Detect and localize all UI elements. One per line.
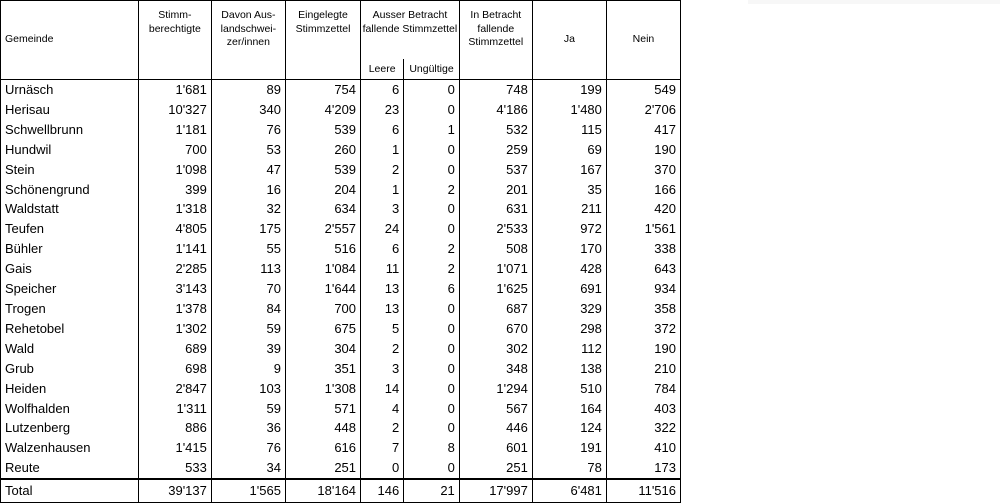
cell-leere: 6: [361, 239, 404, 259]
cell-in-betracht: 748: [459, 80, 532, 100]
cell-auslandschweizer: 70: [211, 279, 285, 299]
cell-stimmberechtigte: 886: [138, 418, 211, 438]
cell-auslandschweizer: 9: [211, 359, 285, 379]
cell-eingelegte: 634: [285, 199, 360, 219]
cell-ungueltige: 0: [404, 160, 460, 180]
cell-stimmberechtigte: 698: [138, 359, 211, 379]
cell-eingelegte: 304: [285, 339, 360, 359]
cell-gemeinde: Bühler: [1, 239, 139, 259]
cell-eingelegte: 700: [285, 299, 360, 319]
cell-nein: 420: [606, 199, 680, 219]
cell-nein: 11'516: [606, 479, 680, 503]
cell-auslandschweizer: 34: [211, 458, 285, 479]
cell-auslandschweizer: 340: [211, 100, 285, 120]
cell-ungueltige: 6: [404, 279, 460, 299]
cell-leere: 146: [361, 479, 404, 503]
cell-nein: 190: [606, 339, 680, 359]
cell-auslandschweizer: 16: [211, 180, 285, 200]
cell-eingelegte: 1'644: [285, 279, 360, 299]
table-row: [1, 438, 681, 458]
cell-nein: 358: [606, 299, 680, 319]
cell-ja: 78: [532, 458, 606, 479]
cell-ungueltige: 0: [404, 140, 460, 160]
cell-leere: 14: [361, 379, 404, 399]
cell-eingelegte: 18'164: [285, 479, 360, 503]
cell-ja: 211: [532, 199, 606, 219]
cell-leere: 2: [361, 160, 404, 180]
cell-nein: 338: [606, 239, 680, 259]
table-row: [1, 199, 681, 219]
cell-stimmberechtigte: 2'847: [138, 379, 211, 399]
cell-gemeinde: Lutzenberg: [1, 418, 139, 438]
table-body: [1, 80, 681, 503]
cell-leere: 3: [361, 359, 404, 379]
table-row: [1, 259, 681, 279]
table-row: [1, 180, 681, 200]
cell-ungueltige: 0: [404, 399, 460, 419]
cell-ja: 6'481: [532, 479, 606, 503]
cell-ja: 115: [532, 120, 606, 140]
cell-ungueltige: 0: [404, 299, 460, 319]
table-row: [1, 279, 681, 299]
cell-in-betracht: 567: [459, 399, 532, 419]
cell-auslandschweizer: 59: [211, 399, 285, 419]
cell-in-betracht: 2'533: [459, 219, 532, 239]
cell-in-betracht: 631: [459, 199, 532, 219]
cell-auslandschweizer: 59: [211, 319, 285, 339]
cell-nein: 370: [606, 160, 680, 180]
cell-nein: 322: [606, 418, 680, 438]
header-nein: Nein: [606, 1, 680, 80]
cell-ungueltige: 0: [404, 359, 460, 379]
cell-in-betracht: 17'997: [459, 479, 532, 503]
cell-nein: 549: [606, 80, 680, 100]
header-auslandschweizer: Davon Aus-landschwei-zer/innen: [211, 1, 285, 80]
cell-nein: 1'561: [606, 219, 680, 239]
table-row: [1, 418, 681, 438]
cell-in-betracht: 532: [459, 120, 532, 140]
table-row: [1, 339, 681, 359]
cell-ja: 35: [532, 180, 606, 200]
cell-gemeinde: Total: [1, 479, 139, 503]
cell-ungueltige: 0: [404, 319, 460, 339]
cell-leere: 7: [361, 438, 404, 458]
header-leere: Leere: [361, 59, 404, 80]
cell-gemeinde: Wolfhalden: [1, 399, 139, 419]
cell-in-betracht: 601: [459, 438, 532, 458]
cell-ungueltige: 2: [404, 259, 460, 279]
cell-auslandschweizer: 1'565: [211, 479, 285, 503]
table-row: [1, 239, 681, 259]
cell-ja: 138: [532, 359, 606, 379]
cell-ja: 329: [532, 299, 606, 319]
table-row: [1, 160, 681, 180]
cell-stimmberechtigte: 2'285: [138, 259, 211, 279]
cell-ja: 298: [532, 319, 606, 339]
cell-eingelegte: 571: [285, 399, 360, 419]
cell-in-betracht: 348: [459, 359, 532, 379]
cell-auslandschweizer: 89: [211, 80, 285, 100]
cell-auslandschweizer: 113: [211, 259, 285, 279]
cell-eingelegte: 1'308: [285, 379, 360, 399]
cell-ja: 972: [532, 219, 606, 239]
cell-eingelegte: 754: [285, 80, 360, 100]
cell-ungueltige: 0: [404, 418, 460, 438]
cell-stimmberechtigte: 1'302: [138, 319, 211, 339]
cell-leere: 24: [361, 219, 404, 239]
table-row: [1, 458, 681, 479]
table-row: [1, 120, 681, 140]
cell-eingelegte: 1'084: [285, 259, 360, 279]
cell-ungueltige: 0: [404, 199, 460, 219]
cell-auslandschweizer: 39: [211, 339, 285, 359]
cell-eingelegte: 448: [285, 418, 360, 438]
cell-gemeinde: Walzenhausen: [1, 438, 139, 458]
cell-gemeinde: Heiden: [1, 379, 139, 399]
cell-leere: 13: [361, 279, 404, 299]
cell-ja: 69: [532, 140, 606, 160]
cell-ja: 170: [532, 239, 606, 259]
cell-eingelegte: 260: [285, 140, 360, 160]
cell-nein: 410: [606, 438, 680, 458]
cell-ungueltige: 2: [404, 180, 460, 200]
cell-eingelegte: 539: [285, 120, 360, 140]
cell-auslandschweizer: 32: [211, 199, 285, 219]
cell-ja: 428: [532, 259, 606, 279]
cell-ungueltige: 0: [404, 80, 460, 100]
cell-eingelegte: 4'209: [285, 100, 360, 120]
cell-ungueltige: 0: [404, 100, 460, 120]
header-row: [1, 1, 681, 60]
cell-nein: 784: [606, 379, 680, 399]
cell-ja: 199: [532, 80, 606, 100]
cell-stimmberechtigte: 1'681: [138, 80, 211, 100]
cell-nein: 190: [606, 140, 680, 160]
cell-eingelegte: 204: [285, 180, 360, 200]
cell-in-betracht: 508: [459, 239, 532, 259]
table-row: [1, 359, 681, 379]
table-row: [1, 379, 681, 399]
cell-eingelegte: 251: [285, 458, 360, 479]
cell-leere: 2: [361, 418, 404, 438]
cell-ungueltige: 0: [404, 219, 460, 239]
cell-eingelegte: 675: [285, 319, 360, 339]
cell-stimmberechtigte: 700: [138, 140, 211, 160]
cell-gemeinde: Urnäsch: [1, 80, 139, 100]
cell-in-betracht: 259: [459, 140, 532, 160]
cell-leere: 0: [361, 458, 404, 479]
cell-gemeinde: Gais: [1, 259, 139, 279]
cell-ungueltige: 0: [404, 379, 460, 399]
cell-nein: 166: [606, 180, 680, 200]
cell-ja: 691: [532, 279, 606, 299]
cell-ja: 164: [532, 399, 606, 419]
cell-nein: 173: [606, 458, 680, 479]
cell-gemeinde: Hundwil: [1, 140, 139, 160]
cell-nein: 210: [606, 359, 680, 379]
cell-leere: 23: [361, 100, 404, 120]
table-row: [1, 140, 681, 160]
cell-stimmberechtigte: 3'143: [138, 279, 211, 299]
cell-eingelegte: 2'557: [285, 219, 360, 239]
cell-leere: 2: [361, 339, 404, 359]
cell-leere: 1: [361, 140, 404, 160]
cell-gemeinde: Reute: [1, 458, 139, 479]
table-row: [1, 399, 681, 419]
cell-eingelegte: 616: [285, 438, 360, 458]
cell-ungueltige: 21: [404, 479, 460, 503]
cell-in-betracht: 1'071: [459, 259, 532, 279]
cell-gemeinde: Rehetobel: [1, 319, 139, 339]
cell-stimmberechtigte: 1'378: [138, 299, 211, 319]
cell-in-betracht: 446: [459, 418, 532, 438]
cell-auslandschweizer: 76: [211, 120, 285, 140]
table-row: [1, 319, 681, 339]
header-ja: Ja: [532, 1, 606, 80]
cell-auslandschweizer: 53: [211, 140, 285, 160]
cell-stimmberechtigte: 533: [138, 458, 211, 479]
cell-leere: 11: [361, 259, 404, 279]
cell-stimmberechtigte: 1'311: [138, 399, 211, 419]
cell-auslandschweizer: 175: [211, 219, 285, 239]
blank-panel: [732, 0, 1000, 500]
cell-stimmberechtigte: 4'805: [138, 219, 211, 239]
cell-leere: 6: [361, 120, 404, 140]
cell-gemeinde: Wald: [1, 339, 139, 359]
cell-eingelegte: 351: [285, 359, 360, 379]
table-row: [1, 299, 681, 319]
cell-gemeinde: Speicher: [1, 279, 139, 299]
header-gemeinde: Gemeinde: [1, 1, 139, 80]
header-eingelegte: Eingelegte Stimmzettel: [285, 1, 360, 80]
faint-top-bar: [748, 0, 1000, 4]
cell-gemeinde: Stein: [1, 160, 139, 180]
cell-auslandschweizer: 55: [211, 239, 285, 259]
total-row: [1, 479, 681, 503]
cell-ja: 167: [532, 160, 606, 180]
header-ausser-betracht: Ausser Betracht fallende Stimmzettel: [361, 1, 460, 60]
cell-auslandschweizer: 36: [211, 418, 285, 438]
cell-nein: 2'706: [606, 100, 680, 120]
cell-stimmberechtigte: 1'141: [138, 239, 211, 259]
cell-leere: 5: [361, 319, 404, 339]
cell-in-betracht: 302: [459, 339, 532, 359]
cell-ja: 510: [532, 379, 606, 399]
cell-gemeinde: Schönengrund: [1, 180, 139, 200]
cell-leere: 1: [361, 180, 404, 200]
cell-stimmberechtigte: 1'415: [138, 438, 211, 458]
cell-ungueltige: 8: [404, 438, 460, 458]
cell-gemeinde: Schwellbrunn: [1, 120, 139, 140]
cell-leere: 4: [361, 399, 404, 419]
cell-stimmberechtigte: 1'318: [138, 199, 211, 219]
cell-nein: 643: [606, 259, 680, 279]
cell-ja: 191: [532, 438, 606, 458]
cell-in-betracht: 201: [459, 180, 532, 200]
cell-in-betracht: 1'625: [459, 279, 532, 299]
cell-ungueltige: 1: [404, 120, 460, 140]
cell-in-betracht: 4'186: [459, 100, 532, 120]
cell-stimmberechtigte: 10'327: [138, 100, 211, 120]
cell-stimmberechtigte: 1'098: [138, 160, 211, 180]
header-ungueltige: Ungültige: [404, 59, 460, 80]
cell-in-betracht: 670: [459, 319, 532, 339]
cell-stimmberechtigte: 1'181: [138, 120, 211, 140]
cell-stimmberechtigte: 399: [138, 180, 211, 200]
cell-nein: 934: [606, 279, 680, 299]
cell-ungueltige: 0: [404, 458, 460, 479]
cell-ungueltige: 0: [404, 339, 460, 359]
cell-nein: 403: [606, 399, 680, 419]
cell-gemeinde: Teufen: [1, 219, 139, 239]
cell-auslandschweizer: 84: [211, 299, 285, 319]
cell-auslandschweizer: 47: [211, 160, 285, 180]
cell-nein: 417: [606, 120, 680, 140]
cell-stimmberechtigte: 39'137: [138, 479, 211, 503]
cell-in-betracht: 687: [459, 299, 532, 319]
header-in-betracht: In Betracht fallende Stimmzettel: [459, 1, 532, 80]
cell-in-betracht: 251: [459, 458, 532, 479]
cell-leere: 6: [361, 80, 404, 100]
cell-ungueltige: 2: [404, 239, 460, 259]
cell-gemeinde: Trogen: [1, 299, 139, 319]
header-stimmberechtigte: Stimm-berechtigte: [138, 1, 211, 80]
table-row: [1, 100, 681, 120]
cell-stimmberechtigte: 689: [138, 339, 211, 359]
cell-in-betracht: 1'294: [459, 379, 532, 399]
cell-gemeinde: Herisau: [1, 100, 139, 120]
cell-eingelegte: 539: [285, 160, 360, 180]
cell-ja: 1'480: [532, 100, 606, 120]
cell-auslandschweizer: 76: [211, 438, 285, 458]
cell-eingelegte: 516: [285, 239, 360, 259]
table-row: [1, 219, 681, 239]
cell-in-betracht: 537: [459, 160, 532, 180]
cell-ja: 124: [532, 418, 606, 438]
cell-leere: 13: [361, 299, 404, 319]
cell-auslandschweizer: 103: [211, 379, 285, 399]
cell-gemeinde: Grub: [1, 359, 139, 379]
cell-gemeinde: Waldstatt: [1, 199, 139, 219]
table-row: [1, 80, 681, 100]
cell-nein: 372: [606, 319, 680, 339]
cell-leere: 3: [361, 199, 404, 219]
cell-ja: 112: [532, 339, 606, 359]
